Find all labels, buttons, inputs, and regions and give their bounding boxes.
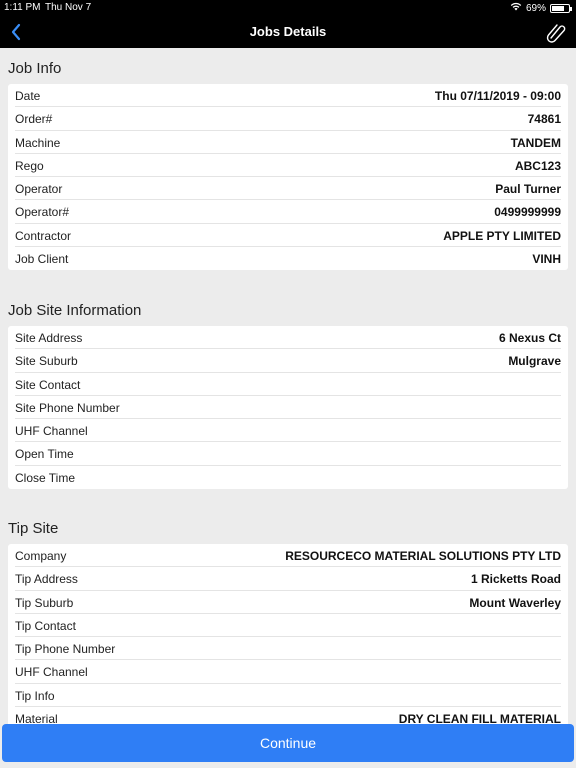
detail-row xyxy=(15,591,561,614)
battery-percent: 69% xyxy=(525,2,546,14)
status-bar xyxy=(0,0,576,16)
detail-value: Thu 07/11/2019 - 09:00 xyxy=(434,89,561,103)
detail-label: Tip Address xyxy=(15,572,78,587)
detail-label: Operator xyxy=(15,182,63,197)
detail-row xyxy=(15,373,561,396)
detail-row xyxy=(15,224,561,247)
detail-value: 0499999999 xyxy=(494,205,561,220)
detail-row xyxy=(15,349,561,372)
detail-row xyxy=(15,154,561,177)
status-right xyxy=(510,2,570,14)
detail-value: 6 Nexus Ct xyxy=(498,331,561,345)
detail-value: Mount Waverley xyxy=(469,595,561,610)
detail-label: Site Suburb xyxy=(15,354,78,369)
detail-row xyxy=(15,614,561,637)
detail-value: TANDEM xyxy=(510,135,561,150)
detail-value: VINH xyxy=(532,252,561,267)
detail-label: Site Contact xyxy=(15,377,81,392)
job-info-card xyxy=(8,84,568,270)
detail-value: DRY CLEAN FILL MATERIAL xyxy=(398,712,561,724)
detail-label: UHF Channel xyxy=(15,665,88,680)
job-site-title: Job Site Information xyxy=(8,302,142,319)
detail-label: Company xyxy=(15,549,67,563)
detail-label: Tip Contact xyxy=(15,618,76,633)
detail-row xyxy=(15,544,561,567)
battery-icon xyxy=(550,4,570,13)
detail-value: Mulgrave xyxy=(508,354,561,369)
battery-level xyxy=(552,6,564,11)
continue-button[interactable]: Continue xyxy=(2,724,574,762)
job-site-card xyxy=(8,326,568,489)
detail-value: RESOURCECO MATERIAL SOLUTIONS PTY LTD xyxy=(285,549,561,563)
detail-row xyxy=(15,707,561,724)
detail-row xyxy=(15,247,561,270)
detail-row xyxy=(15,419,561,442)
detail-label: Job Client xyxy=(15,252,69,267)
detail-label: Contractor xyxy=(15,228,72,243)
tip-site-card xyxy=(8,544,568,724)
detail-label: Site Address xyxy=(15,331,83,345)
detail-label: Open Time xyxy=(15,447,74,462)
status-date: Thu Nov 7 xyxy=(45,2,92,13)
attachment-button[interactable] xyxy=(544,20,568,44)
paperclip-icon xyxy=(545,21,567,43)
detail-row xyxy=(15,442,561,465)
detail-row xyxy=(15,637,561,660)
detail-label: Order# xyxy=(15,112,53,127)
detail-label: Site Phone Number xyxy=(15,400,120,415)
detail-row xyxy=(15,466,561,489)
job-details-content[interactable] xyxy=(0,48,576,724)
detail-row xyxy=(15,326,561,349)
status-time: 1:11 PM xyxy=(4,2,41,13)
nav-bar xyxy=(0,16,576,48)
detail-value: 74861 xyxy=(527,112,561,127)
detail-row xyxy=(15,660,561,683)
tip-site-title: Tip Site xyxy=(8,520,59,537)
detail-label: Tip Phone Number xyxy=(15,642,116,657)
detail-label: Material xyxy=(15,712,58,724)
detail-value: Paul Turner xyxy=(495,182,561,197)
detail-value: 1 Ricketts Road xyxy=(470,572,561,587)
job-info-title: Job Info xyxy=(8,60,62,77)
wifi-icon xyxy=(510,2,522,14)
detail-label: Machine xyxy=(15,135,61,150)
detail-row xyxy=(15,131,561,154)
detail-row xyxy=(15,177,561,200)
page-title: Jobs Details xyxy=(249,24,327,39)
detail-row xyxy=(15,567,561,590)
detail-value: ABC123 xyxy=(514,158,561,173)
detail-label: Operator# xyxy=(15,205,70,220)
detail-row xyxy=(15,107,561,130)
detail-value: APPLE PTY LIMITED xyxy=(443,228,561,243)
detail-label: UHF Channel xyxy=(15,424,88,439)
detail-label: Close Time xyxy=(15,470,76,485)
detail-row xyxy=(15,396,561,419)
detail-label: Tip Suburb xyxy=(15,595,74,610)
detail-row xyxy=(15,84,561,107)
detail-label: Rego xyxy=(15,158,44,173)
detail-label: Date xyxy=(15,89,41,103)
detail-row xyxy=(15,684,561,707)
detail-row xyxy=(15,200,561,223)
detail-label: Tip Info xyxy=(15,688,55,703)
